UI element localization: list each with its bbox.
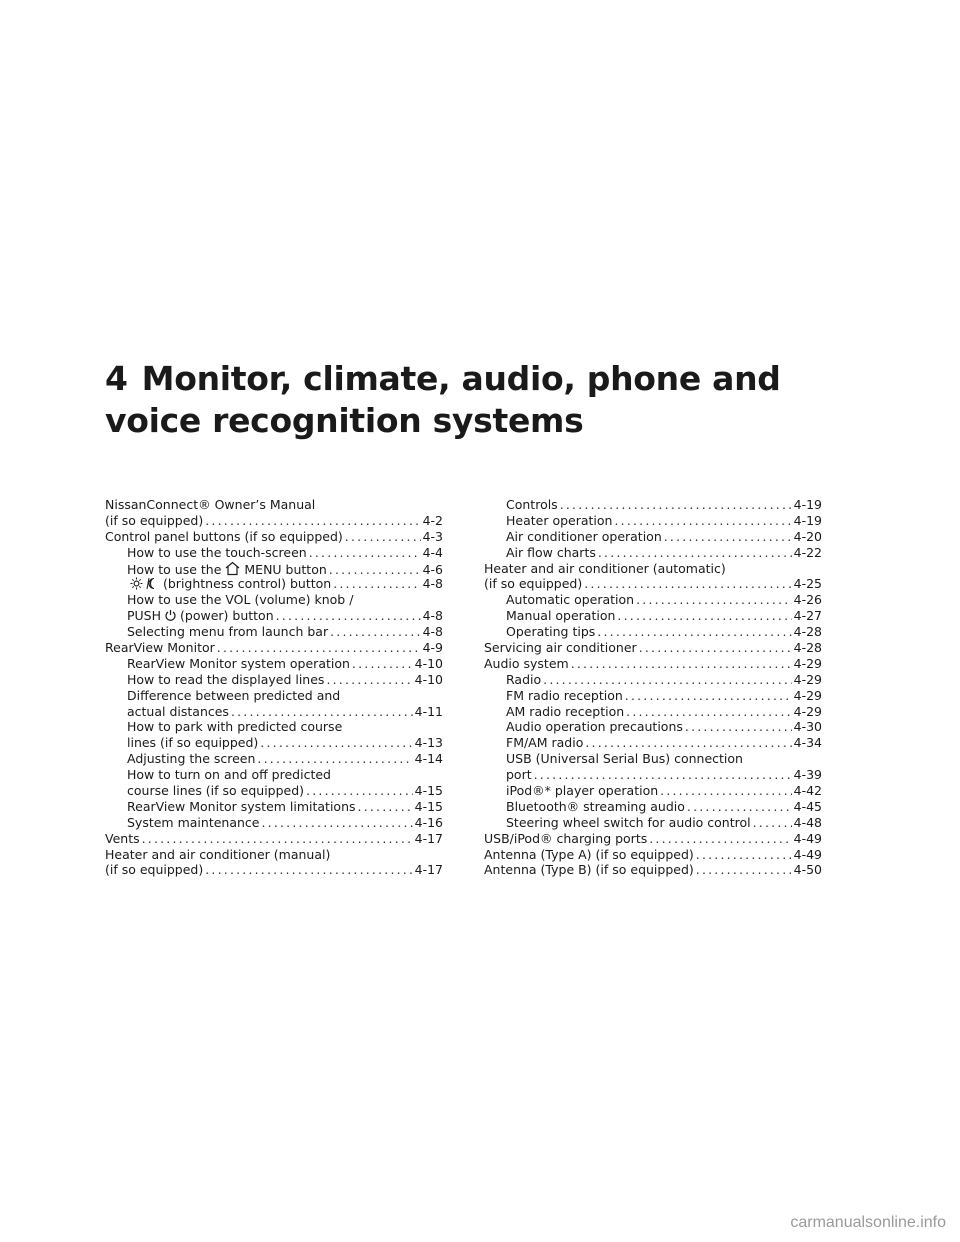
toc-entry-line: NissanConnect® Owner’s Manual (105, 497, 316, 512)
page-number: 4-19 (793, 512, 822, 528)
toc-entry-servicing-ac[interactable]: Servicing air conditioner ..... 4-28 (484, 640, 822, 656)
page-number: 4-30 (793, 719, 822, 735)
toc-entry-ac-operation[interactable]: Air conditioner operation ..... 4-20 (484, 529, 822, 545)
toc-entry-steering-wheel-switch[interactable]: Steering wheel switch for audio control ..... 4-48 (484, 815, 822, 831)
toc-entry-line: How to use the VOL (volume) knob / (127, 592, 354, 608)
toc-entry-audio-precautions[interactable]: Audio operation precautions ..... 4-30 (484, 719, 822, 735)
toc-entry-park-course-lines[interactable]: lines (if so equipped) ..... 4-13 (105, 735, 443, 751)
toc-column-right (484, 497, 822, 878)
page-number: 4-45 (793, 798, 822, 814)
toc-entry-automatic-operation[interactable]: Automatic operation ..... 4-26 (484, 592, 822, 608)
toc-entry-vents[interactable]: Vents ..... 4-17 (105, 831, 443, 847)
page-number: 4-16 (414, 814, 443, 830)
chapter-number: 4 (105, 359, 128, 398)
toc-entry-displayed-lines[interactable]: How to read the displayed lines ..... 4-10 (105, 672, 443, 688)
page-number: 4-34 (793, 735, 822, 751)
toc-entry-system-maintenance[interactable]: System maintenance ..... 4-16 (105, 815, 443, 831)
page-number: 4-26 (793, 592, 822, 608)
toc-entry-manual-operation[interactable]: Manual operation ..... 4-27 (484, 608, 822, 624)
toc-entry-control-panel-buttons[interactable]: Control panel buttons (if so equipped) ..... 4-3 (105, 529, 443, 545)
toc-entry-menu-button[interactable]: How to use the MENU button ..... 4-6 (105, 561, 443, 577)
toc-entry-charging-ports[interactable]: USB/iPod® charging ports ..... 4-49 (484, 831, 822, 847)
toc-entry-actual-distances[interactable]: actual distances ..... 4-11 (105, 704, 443, 720)
toc-entry-rearview-operation[interactable]: RearView Monitor system operation ..... 4-10 (105, 656, 443, 672)
page-number: 4-8 (422, 576, 443, 592)
toc-entry-operating-tips[interactable]: Operating tips ..... 4-28 (484, 624, 822, 640)
toc-entry-adjusting-screen[interactable]: Adjusting the screen ..... 4-14 (105, 751, 443, 767)
page-number: 4-49 (793, 830, 822, 846)
toc-entry-antenna-type-b[interactable]: Antenna (Type B) (if so equipped) ..... 4-50 (484, 862, 822, 878)
toc-entry-air-flow-charts[interactable]: Air flow charts ..... 4-22 (484, 545, 822, 561)
page-number: 4-14 (414, 751, 443, 767)
page-number: 4-3 (422, 528, 443, 544)
page-number: 4-48 (793, 814, 822, 830)
page-number: 4-22 (793, 544, 822, 560)
page-number: 4-10 (414, 655, 443, 671)
page-number: 4-4 (422, 544, 443, 560)
toc-entry-line: Heater and air conditioner (automatic) (484, 560, 726, 576)
toc-entry-line: Heater and air conditioner (manual) (105, 846, 331, 862)
page-number: 4-8 (422, 624, 443, 640)
page-number: 4-19 (793, 497, 822, 512)
toc-entry-launch-bar[interactable]: Selecting menu from launch bar ..... 4-8 (105, 624, 443, 640)
page-number: 4-28 (793, 640, 822, 656)
page-number: 4-11 (414, 703, 443, 719)
toc-entry-fm-reception[interactable]: FM radio reception ..... 4-29 (484, 688, 822, 704)
toc-entry-antenna-type-a[interactable]: Antenna (Type A) (if so equipped) ..... 4-49 (484, 847, 822, 863)
toc-entry-manual-heater[interactable]: (if so equipped) ..... 4-17 (105, 862, 443, 878)
toc-entry-line: Difference between predicted and (127, 687, 341, 703)
toc-entry-controls[interactable]: Controls ..... 4-19 (484, 497, 822, 513)
toc-entry-bluetooth-audio[interactable]: Bluetooth® streaming audio ..... 4-45 (484, 799, 822, 815)
page-number: 4-29 (793, 703, 822, 719)
toc-entry-usb-port[interactable]: port ..... 4-39 (484, 767, 822, 783)
toc-entry-heater-operation[interactable]: Heater operation ..... 4-19 (484, 513, 822, 529)
watermark: carmanualsonline.info (790, 1214, 946, 1231)
toc-entry-touch-screen[interactable]: How to use the touch-screen ..... 4-4 (105, 545, 443, 561)
page-number: 4-28 (793, 624, 822, 640)
page-number: 4-13 (414, 735, 443, 751)
page-number: 4-29 (793, 671, 822, 687)
page-number: 4-9 (422, 640, 443, 656)
page-number: 4-27 (793, 608, 822, 624)
toc-entry-rearview-monitor[interactable]: RearView Monitor ..... 4-9 (105, 640, 443, 656)
toc-entry-am-reception[interactable]: AM radio reception ..... 4-29 (484, 704, 822, 720)
page-number: 4-10 (414, 671, 443, 687)
page-number: 4-25 (793, 576, 822, 592)
toc-column-left (105, 497, 443, 878)
toc-entry-nissanconnect[interactable]: (if so equipped) ..... 4-2 (105, 513, 443, 529)
page-number: 4-42 (793, 783, 822, 799)
page-number: 4-2 (422, 512, 443, 528)
toc-entry-line: How to park with predicted course (127, 719, 343, 735)
page-number: 4-15 (414, 783, 443, 799)
page-number: 4-15 (414, 798, 443, 814)
toc-entry-line: USB (Universal Serial Bus) connection (506, 751, 743, 767)
toc-entry-fm-am-radio[interactable]: FM/AM radio ..... 4-34 (484, 735, 822, 751)
page-number: 4-17 (414, 830, 443, 846)
toc-entry-brightness-button[interactable]: (brightness control) button ..... 4-8 (105, 576, 443, 592)
chapter-title-line2: voice recognition systems (105, 401, 584, 440)
page-number: 4-29 (793, 655, 822, 671)
toc-entry-system-limitations[interactable]: RearView Monitor system limitations ..... 4-15 (105, 799, 443, 815)
page-number: 4-39 (793, 767, 822, 783)
page-number: 4-29 (793, 687, 822, 703)
chapter-title (105, 358, 905, 442)
page-number: 4-8 (422, 608, 443, 624)
page-number: 4-20 (793, 528, 822, 544)
toc-entry-audio-system[interactable]: Audio system ..... 4-29 (484, 656, 822, 672)
toc-entry-vol-knob[interactable]: PUSH (power) button ..... 4-8 (105, 608, 443, 624)
page-number: 4-49 (793, 846, 822, 862)
chapter-title-line1: Monitor, climate, audio, phone and (141, 359, 781, 398)
toc-entry-line: How to turn on and off predicted (127, 767, 331, 783)
page-number: 4-50 (793, 862, 822, 878)
toc-entry-automatic-heater[interactable]: (if so equipped) ..... 4-25 (484, 576, 822, 592)
toc-entry-course-lines-toggle[interactable]: course lines (if so equipped) ..... 4-15 (105, 783, 443, 799)
toc-entry-ipod-player[interactable]: iPod®* player operation ..... 4-42 (484, 783, 822, 799)
toc-entry-radio[interactable]: Radio ..... 4-29 (484, 672, 822, 688)
page-number: 4-6 (422, 561, 443, 577)
page-number: 4-17 (414, 862, 443, 878)
